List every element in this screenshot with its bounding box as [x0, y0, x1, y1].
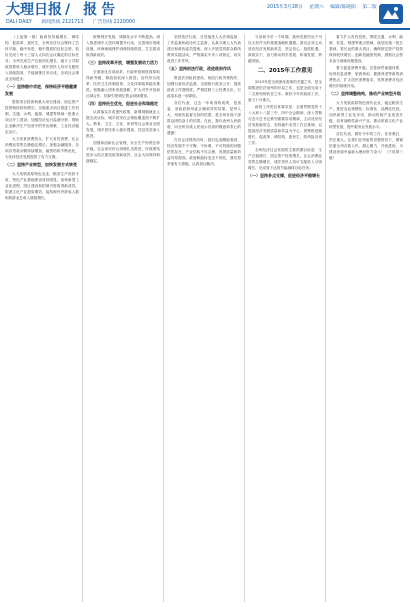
- article-paragraph: 大力发展高原特色现代农业，稳定粮食生产，推进农业规模化、标准化、品牌化经营。加快新型工业化步伐，推动传统产业改造升级，培育战略性新兴产业。推动旅游文化产业转型发展，提升服务业发展水平。: [329, 100, 403, 129]
- article-paragraph: （上接第一版）政府坚持稳增长、调结构、促改革、惠民生，全州经济社会保持了总体平稳、稳中有进、稳中提质的良好态势，较好完成了州十三届人大四次会议确定的目标任务。全州完成生产总值同比增长，地方公共财政预算收入稳步增长，城乡居民人均可支配收入持续提高，节能减排任务完成，各项社会事业全面进步。: [5, 35, 79, 81]
- newspaper-logo-icon: [378, 2, 404, 26]
- article-paragraph: 当前和今后一个时期，我州发展仍处于可以大有作为的重要战略机遇期。我们必须主动适应经济发展新常态，坚定信心，抢抓机遇，真抓实干，奋力推动科学发展、和谐发展、跨越发展。: [248, 35, 322, 63]
- article-paragraph: 全州经济社会发展的主要预期目标是：生产总值增长，固定资产投资增长，社会消费品零售总额增长，城乡居民人均可支配收入分别增长，完成省下达的节能减排目标任务。: [248, 148, 322, 170]
- article-paragraph: 在肯定成绩的同时，我们也清醒地看到，经济发展中不平衡、不协调、不可持续的问题依然存在，产业结构不尽合理，发展质量和效益有待提高，政府职能转变还不到位，我们将采取有力措施，认真加以解决。: [167, 137, 241, 166]
- column-divider: [325, 34, 326, 602]
- article-column: [5, 34, 79, 602]
- masthead: [0, 0, 410, 30]
- masthead-sub-item: 广告热线 2120000: [92, 20, 135, 25]
- article-column: [86, 34, 160, 602]
- masthead-subline: [6, 19, 143, 27]
- article-paragraph: 2015年是全面深化改革的关键之年，是全面推进依法治州的开局之年，也是全面完成十二五规划的收官之年。做好今年的政府工作，意义十分重大。: [248, 80, 322, 102]
- masthead-sub-item: DALI DAILY: [6, 20, 32, 25]
- article-paragraph: 大力培育消费热点，扩大有效消费，社会消费品零售总额稳定增长。加强金融服务，各项存贷款余额持续增加，融资结构不断优化，为实体经济发展提供了有力支撑。: [5, 137, 79, 159]
- article-paragraph: 着力扩大有效投资。围绕交通、水利、能源、信息、城建等重点领域，谋划实施一批打基础、管长远的重大项目，确保固定资产投资保持较快增长。创新投融资机制，鼓励社会资本参与基础设施建设。: [329, 35, 403, 63]
- masthead-date: 2015年3月28日: [267, 5, 303, 10]
- column-divider: [82, 34, 83, 602]
- article-paragraph: 各位代表，做好今年的工作，任务艰巨，责任重大。让我们在州委的坚强领导下，紧紧依靠全州各族人民，凝心聚力，开拓进取，为建设美丽幸福新大理而努力奋斗！（下转第三版）: [329, 131, 403, 160]
- section-name: 报告: [83, 2, 120, 18]
- article-paragraph: 大力发展高原特色农业，粮食生产再获丰收，特色产业基地建设成效明显。加快新型工业化进程，园区建设和招商引资取得新成效。旅游文化产业提质增效，接待海内外游客人数和旅游业总收入继续增长。: [5, 171, 79, 200]
- article-column: [329, 34, 403, 602]
- article-paragraph: 认真落实各项惠民政策，新增城镇就业人数完成目标，城乡居民社会保险覆盖面不断扩大。教育、卫生、文化、体育等社会事业全面发展，城乡居民收入稳步提高，扶贫攻坚深入推进。: [86, 110, 160, 138]
- subsection-heading: （一）坚持稳中求进，保持经济平稳健康发展: [5, 84, 77, 96]
- article-paragraph: 加强和创新社会管理，安全生产形势总体平稳，社会治安综合治理扎实推进，民族团结进步示范区建设取得新成效，社会大局保持和谐稳定。: [86, 141, 160, 163]
- article-paragraph: 狠抓项目投资和重大项目建设，固定资产投资保持较快增长。实施重点项目推进工作机制，交通、水利、能源、城建等领域一批重大项目开工建设。加强经济运行监测分析，帮助企业解决生产经营中的突出困难，工业经济稳定运行。: [5, 100, 79, 134]
- article-column: [248, 34, 322, 602]
- title-separator: /: [65, 2, 71, 18]
- subsection-heading: （四）坚持民生优先，促进社会和谐稳定: [86, 100, 158, 106]
- article-paragraph: 统筹城乡发展，城镇化水平不断提高。深入推进城乡人居环境提升行动，完善城市基础设施，洱海流域保护治理持续推进，生态建设取得新成效。: [86, 35, 160, 57]
- paper-title: [6, 2, 119, 18]
- column-divider: [163, 34, 164, 602]
- article-column: [167, 34, 241, 602]
- subsection-heading: （五）坚持依法行政，改进政府作风: [167, 66, 231, 71]
- article-paragraph: 各位代表，过去一年取得的成绩，是省委、省政府和州委正确领导的结果，是州人大、州政协监督支持的结果，是全州各族干部群众团结奋斗的结果。在此，我代表州人民政府，向全州各族人民表示崇高的敬意和衷心的感谢！: [167, 100, 241, 135]
- column-divider: [244, 34, 245, 602]
- subsection-heading: （二）坚持产业转型，加快发展方式转变: [5, 162, 77, 167]
- article-paragraph: 坚持依法行政，自觉接受人大法律监督、工作监督和政协民主监督，认真办理人大代表建议和政协委员提案。深入开展党的群众路线教育实践活动，严格落实中央八项规定，切实改进工作作风。: [167, 35, 241, 63]
- article-paragraph: 全面深化各项改革，行政审批制度改革取得新突破，简政放权深入推进。农村综合改革、医药卫生体制改革、文化体制改革稳步推进。积极融入国家发展战略，扩大对外开放和区域合作，招商引资到位资金持续增加。: [86, 69, 160, 98]
- subsection-heading: （三）坚持改革开放，增强发展动力活力: [86, 60, 158, 65]
- article-columns: [5, 34, 405, 602]
- subsection-heading: （二）坚持调整结构，推动产业转型升级: [329, 91, 401, 96]
- masthead-page: 第二版: [362, 5, 377, 10]
- paper-name: 大理日报: [6, 2, 62, 18]
- section-heading: 二、2015年工作意见: [257, 68, 313, 74]
- article-paragraph: 推进法治政府建设，规范行政决策程序，加强行政执法监督。全面推行政务公开，提高政府工作透明度。严格控制三公经费支出，行政成本进一步降低。: [167, 75, 241, 98]
- subsection-heading: （一）坚持多点支撑，促进经济平稳增长: [248, 173, 320, 178]
- masthead-weekday: 星期六: [309, 5, 324, 10]
- masthead-editor: 编辑/陈晓阳: [330, 5, 356, 10]
- masthead-dateline: [262, 4, 377, 12]
- masthead-sub-item: 新闻热线 2121713: [41, 20, 84, 25]
- article-paragraph: 着力促进消费升级。完善商贸流通体系，培育信息消费、旅游休闲、健康养老等新的消费热点，扩大居民消费需求，发挥消费对经济增长的基础作用。: [329, 66, 403, 88]
- article-paragraph: 政府工作的总体要求是：全面贯彻党的十八大和十八届三中、四中全会精神，深入贯彻习近平总书记系列重要讲话精神，主动适应经济发展新常态，坚持稳中求进工作总基调，以提高经济发展质量和效益为中心，统筹推进稳增长、促改革、调结构、惠民生、防风险各项工作。: [248, 105, 322, 145]
